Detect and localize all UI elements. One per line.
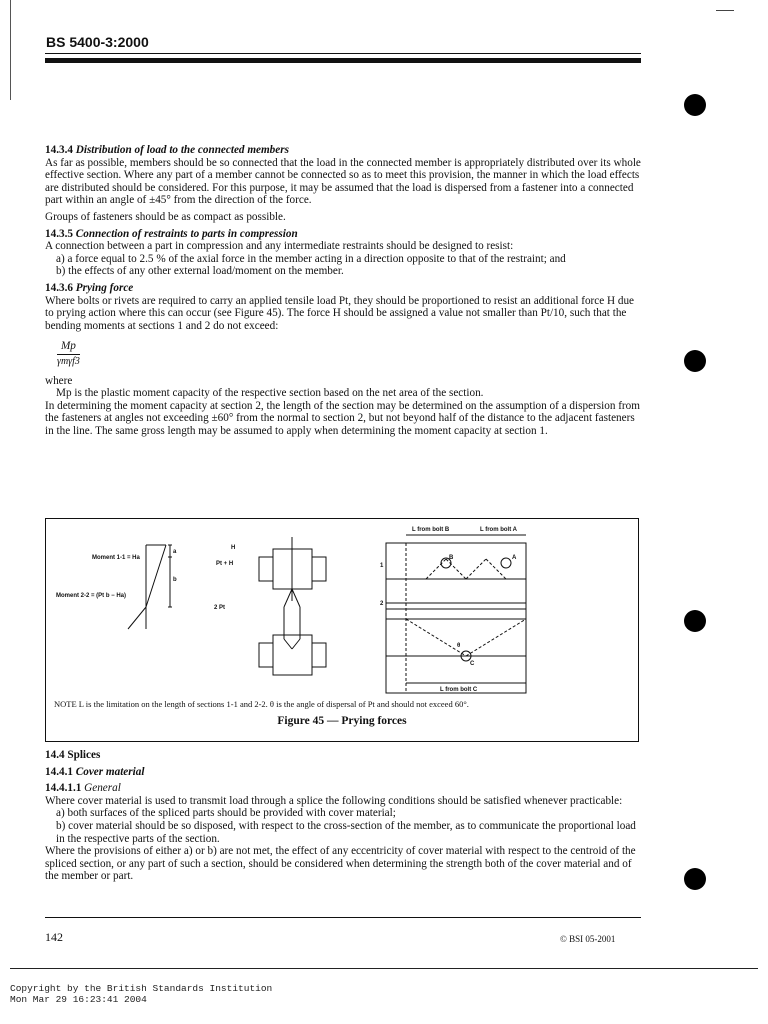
plan-outline xyxy=(386,543,526,693)
tee-flange-bottom xyxy=(273,635,312,675)
page-number: 142 xyxy=(45,930,63,944)
nut-top-left xyxy=(259,557,273,581)
figure-note: NOTE L is the limitation on the length of sections 1-1 and 2-2. θ is the angle of dispersal of Pt and should not exceed 60°. xyxy=(54,699,469,709)
crop-mark-top xyxy=(716,10,734,11)
moment-1-label: Moment 1-1 = Ha xyxy=(92,555,140,561)
copyright-stamp: Copyright by the British Standards Institution Mon Mar 29 16:23:41 2004 xyxy=(10,983,273,1005)
section-heading-14-4-1-1: 14.4.1.1 General xyxy=(45,782,121,795)
force-pth-label: Pt + H xyxy=(216,561,234,567)
force-h-label: H xyxy=(231,545,236,551)
bolt-a-label: A xyxy=(512,555,517,561)
document-title: BS 5400-3:2000 xyxy=(46,34,149,50)
bolt-b-label: B xyxy=(449,555,454,561)
copyright-bsi: © BSI 05-2001 xyxy=(560,934,616,944)
section-heading-14-3-4: 14.3.4 Distribution of load to the connected members xyxy=(45,144,289,156)
moment-2-label: Moment 2-2 = (Pt b − Ha) xyxy=(56,593,127,599)
dim-a-label: a xyxy=(173,549,177,555)
section-heading-14-4-1: 14.4.1 Cover material xyxy=(45,765,145,778)
section-2-label: 2 xyxy=(380,601,384,607)
section-heading-14-3-6: 14.3.6 Prying force xyxy=(45,281,134,294)
moment-fraction: $\frac{Mp}{\text{γmγf3}}$ xyxy=(57,340,80,367)
splices-section xyxy=(45,745,641,883)
paragraph: Where bolts or rivets are required to carry an applied tensile load Pt, they should be proportioned to resist an additional force H due to prying action where this can occur (see Figure 45). The force H should be assigned a value not smaller than Pt/10, such that the bending moments at sections 1 and 2 do not exceed: xyxy=(45,294,635,332)
figure-caption: Figure 45 — Prying forces xyxy=(277,715,407,727)
paragraph: Where cover material is used to transmit load through a splice the following conditions should be satisfied whenever practicable: xyxy=(45,794,623,807)
list-item: a) a force equal to 2.5 % of the axial force in the member acting in a direction opposite to that of the restraint; and xyxy=(56,252,566,265)
scan-edge-line xyxy=(10,0,11,100)
bolt-c-label: C xyxy=(470,661,475,667)
figure-45 xyxy=(45,518,639,742)
binding-hole-4 xyxy=(684,868,706,890)
paragraph: As far as possible, members should be so connected that the load in the connected member is appropriately distributed over its whole effective section. Where any part of a member cannot be connected so as to meet this provision, the manner in which the load effects are distributed should be considered. For this purpose, it may be assumed that the load is dispersed from a fastener into a connected part within an angle of ±45° from the direction of the force. xyxy=(45,156,641,207)
list-item: b) cover material should be so disposed, with respect to the cross-section of the member, as to communicate the proportional load in the respective parts of the section. xyxy=(56,819,636,845)
paragraph: Where the provisions of either a) or b) are not met, the effect of any eccentricity of cover material with respect to the centroid of the spliced section, or any part of such a section, should be considered when determining the strength both of the cover material and of the member or part. xyxy=(45,845,636,883)
footer-line xyxy=(10,968,758,969)
body-text xyxy=(45,140,641,437)
binding-hole-1 xyxy=(684,94,706,116)
footer-rule xyxy=(45,917,641,918)
dim-b-label: b xyxy=(173,577,177,583)
force-2pt-label: 2 Pt xyxy=(214,605,226,611)
theta-label: θ xyxy=(457,643,461,649)
paragraph: Groups of fasteners should be as compact as possible. xyxy=(45,210,286,223)
paragraph: In determining the moment capacity at section 2, the length of the section may be determined on the assumption of a dispersion from the fasteners at angles not exceeding ±60° from the normal to section 2, but not beyond half of the distance to the adjacent fasteners in the line. The same gross length may be assumed to apply when determining the moment capacity at section 1. xyxy=(45,399,640,437)
length-a-label: L from bolt A xyxy=(480,527,517,533)
prying-forces-diagram xyxy=(46,519,638,697)
section-heading-14-4: 14.4 Splices xyxy=(45,749,101,761)
nut-top-right xyxy=(312,557,326,581)
length-c-label: L from bolt C xyxy=(440,687,478,693)
length-b-label: L from bolt B xyxy=(412,527,450,533)
list-item: a) both surfaces of the spliced parts should be provided with cover material; xyxy=(56,807,396,820)
bolt-a xyxy=(501,558,511,568)
header-rule-thin xyxy=(45,53,641,54)
paragraph: A connection between a part in compression and any intermediate restraints should be designed to resist: xyxy=(45,240,514,253)
section-1-label: 1 xyxy=(380,563,384,569)
nut-bottom-left xyxy=(259,643,273,667)
nut-bottom-right xyxy=(312,643,326,667)
where-label: where xyxy=(45,374,73,387)
definition: Mp is the plastic moment capacity of the respective section based on the net area of the section. xyxy=(56,387,484,400)
binding-hole-3 xyxy=(684,610,706,632)
list-item: b) the effects of any other external load/moment on the member. xyxy=(56,265,344,278)
binding-hole-2 xyxy=(684,350,706,372)
header-rule-thick xyxy=(45,58,641,63)
section-heading-14-3-5: 14.3.5 Connection of restraints to parts in compression xyxy=(45,227,298,240)
